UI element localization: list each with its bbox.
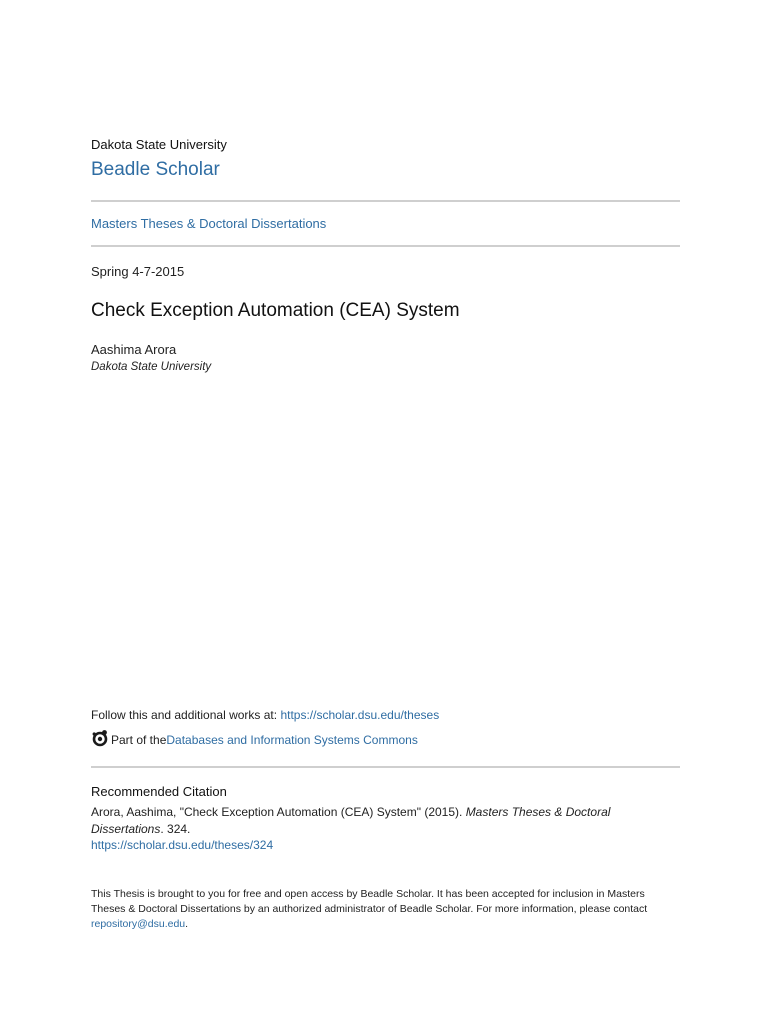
author-affiliation: Dakota State University: [91, 361, 212, 373]
contact-email-link[interactable]: repository@dsu.edu: [91, 918, 186, 930]
divider: [91, 200, 680, 202]
network-commons-icon: [91, 729, 109, 747]
citation-series: Masters Theses & Doctoral Dissertations: [91, 805, 611, 836]
follow-url-link[interactable]: https://scholar.dsu.edu/theses: [280, 708, 440, 722]
divider: [91, 245, 680, 247]
commons-link[interactable]: Databases and Information Systems Commons: [166, 733, 418, 747]
access-notice: [91, 887, 681, 932]
institution-name: Dakota State University: [91, 137, 227, 152]
divider: [91, 766, 680, 768]
notice-suffix: .: [185, 918, 189, 930]
follow-line: [91, 708, 439, 722]
author-name: Aashima Arora: [91, 342, 177, 357]
notice-prefix: This Thesis is brought to you for free and open access by Beadle Scholar. It has been accepted for inclusion in Masters Theses & Doctoral Dissertations by an authorized administrator of Beadle Scholar. For more information, please contact: [91, 888, 648, 915]
citation-text: [91, 804, 671, 838]
publication-date: Spring 4-7-2015: [91, 264, 185, 279]
follow-prefix: Follow this and additional works at:: [91, 708, 281, 722]
part-of-prefix: Part of the: [111, 733, 167, 747]
document-title: Check Exception Automation (CEA) System: [91, 300, 460, 321]
citation-url-link[interactable]: https://scholar.dsu.edu/theses/324: [91, 838, 274, 852]
part-of-line: [91, 731, 418, 749]
citation-prefix: Arora, Aashima, "Check Exception Automation (CEA) System" (2015).: [91, 805, 466, 819]
repository-link[interactable]: Beadle Scholar: [91, 159, 220, 180]
citation-heading: Recommended Citation: [91, 784, 227, 799]
collection-link[interactable]: Masters Theses & Doctoral Dissertations: [91, 216, 327, 231]
citation-suffix: . 324.: [160, 822, 191, 836]
